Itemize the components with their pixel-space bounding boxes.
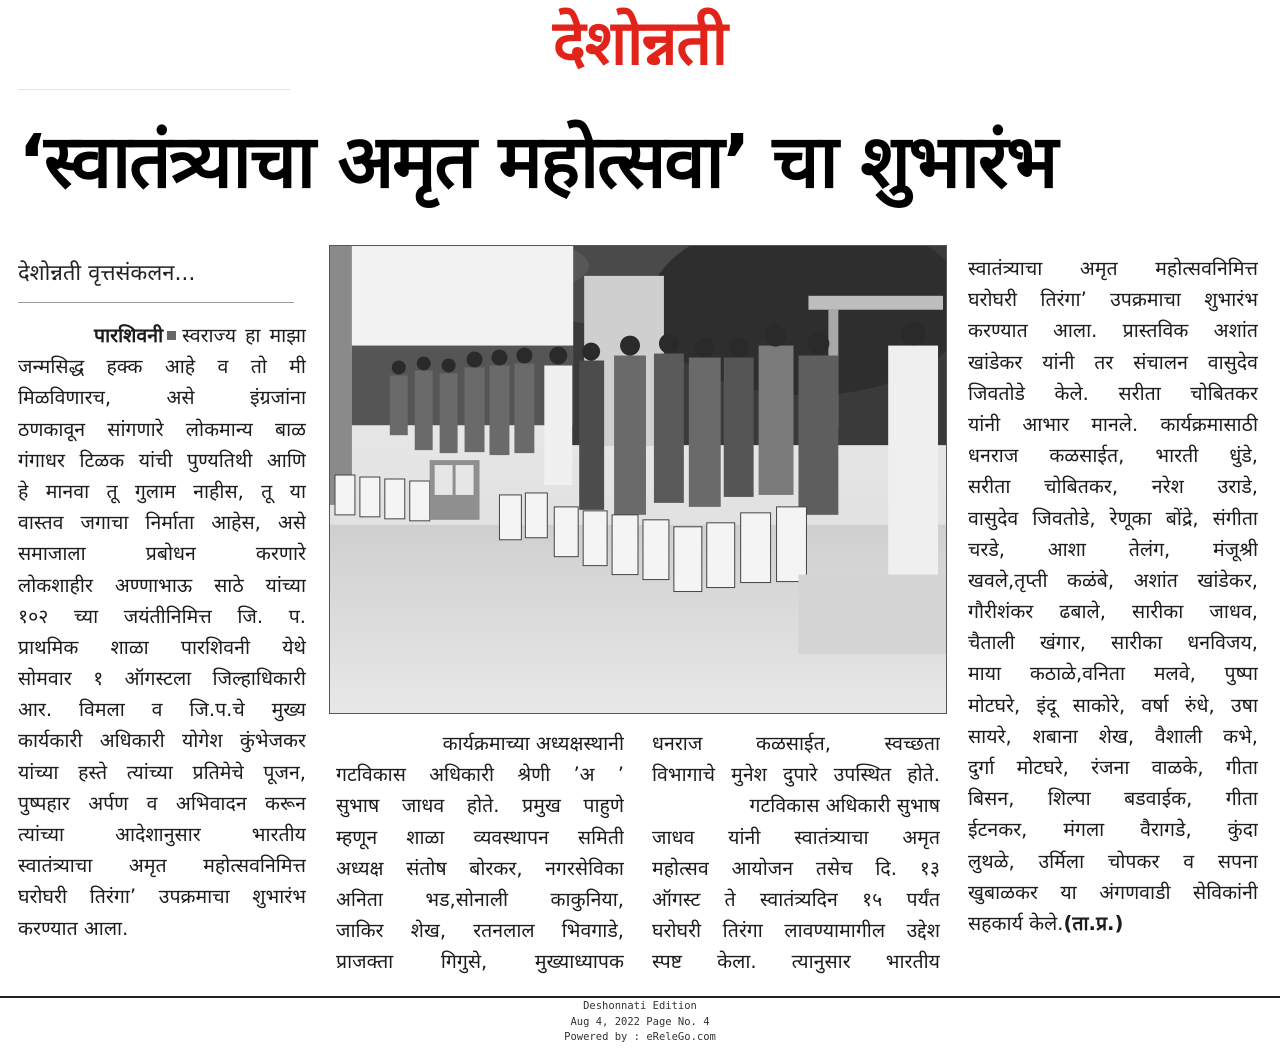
column-line: अध्यक्ष संतोष बोरकर, नगरसेविका [336,856,624,880]
column-line: घरोघरी तिरंगा’ उपक्रमाचा शुभारंभ [968,288,1258,312]
column-line: महोत्सव आयोजन तसेच दि. १३ [652,856,940,880]
column-line: गंगाधर टिळक यांची पुण्यतिथी आणि [18,448,306,472]
byline-divider [18,302,294,303]
column-line: वासुदेव जिवतोडे, रेणूका बोंद्रे, संगीता [968,506,1258,530]
footer [0,998,1280,1048]
column-line: पारशिवनी स्वराज्य हा माझा [94,324,306,347]
column-line: ऑगस्ट ते स्वातंत्र्यदिन १५ पर्यंत [652,887,940,911]
column-line: गटविकास अधिकारी श्रेणी ’अ ’ [336,763,624,787]
column-line: धनराज कळसाईत, स्वच्छता [652,732,940,755]
column-line: विभागाचे मुनेश दुपारे उपस्थित होते. [652,763,940,787]
column-line: हे मानवा तू गुलाम नाहीस, तू या [18,479,306,503]
column-line: यांच्या हस्ते त्यांच्या प्रतिमेचे पूजन, [18,760,306,784]
column-line: त्यांच्या आदेशानुसार भारतीय [18,823,306,846]
column-line: मिळविणारच, असे इंग्रजांना [18,386,306,410]
column-line: बिसन, शिल्पा बडवाईक, गीता [968,787,1258,811]
column-line: घरोघरी तिरंगा लावण्यामागील उद्देश [652,919,940,943]
column-line: प्राजक्ता गिगुसे, मुख्याध्यापक [336,950,624,974]
article-headline: ‘स्वातंत्र्याचा अमृत महोत्सवा’ चा शुभारंभ [18,119,1057,205]
column-line: सुभाष जाधव होते. प्रमुख पाहुणे [336,794,624,818]
column-line: सरीता चोबितकर, नरेश उराडे, [968,475,1258,499]
square-bullet-icon [167,331,176,340]
column-line: दुर्गा मोटघरे, रंजना वाळके, गीता [968,756,1258,779]
column-line: प्राथमिक शाळा पारशिवनी येथे [18,635,306,659]
column-line: खवले,तृप्ती कळंबे, अशांत खांडेकर, [968,568,1258,592]
column-line: आर. विमला व जि.प.चे मुख्य [18,698,306,722]
column-line: सहकार्य केले.(ता.प्र.) [968,911,1124,935]
column-line: स्वातंत्र्याचा अमृत महोत्सवनिमित्त [968,257,1258,280]
footer-date-page: Aug 4, 2022 Page No. 4 [570,1015,710,1028]
article-column-4 [968,253,1258,939]
column-line: ईटनकर, मंगला वैरागडे, कुंदा [968,818,1258,842]
column-line: वास्तव जगाचा निर्माता आहेस, असे [18,511,306,535]
column-line: गटविकास अधिकारी सुभाष [749,794,940,818]
column-line: १०२ च्या जयंतीनिमित्त जि. प. [18,604,306,628]
column-line: सोमवार १ ऑगस्टला जिल्हाधिकारी [18,667,306,691]
column-line: जन्मसिद्ध हक्क आहे व तो मी [18,355,306,379]
column-line: जिवतोडे केले. सरीता चोबितकर [968,381,1258,405]
article-column-3 [652,728,940,978]
column-line: स्वातंत्र्याचा अमृत महोत्सवनिमित्त [18,854,306,878]
footer-edition: Deshonnati Edition [583,1000,697,1012]
column-line: माया कठाळे,वनिता मलवे, पुष्पा [968,662,1258,686]
column-line: सायरे, शबाना शेख, वैशाली कभे, [968,724,1258,748]
column-line: चैताली खंगार, सारीका धनविजय, [968,631,1258,655]
top-rule-divider [18,89,290,90]
column-line: म्हणून शाळा व्यवस्थापन समिती [336,825,624,849]
column-line: खुबाळकर या अंगणवाडी सेविकांनी [968,880,1258,904]
column-line: समाजाला प्रबोधन करणारे [18,542,306,566]
column-line: जाकिर शेख, रतनलाल भिवगाडे, [336,919,624,943]
column-line: करण्यात आला. [18,916,129,940]
column-line: चरडे, आशा तेलंग, मंजूश्री [968,537,1258,561]
column-line: धनराज कळसाईत, भारती धुंडे, [968,444,1258,468]
footer-powered-by: Powered by : eReleGo.com [564,1031,716,1043]
masthead [0,4,1280,84]
column-line: मोटघरे, इंदू साकोरे, वर्षा रुंधे, उषा [968,693,1258,717]
column-line: यांनी आभार मानले. कार्यक्रमासाठी [968,412,1258,436]
column-line: लोकशाहीर अण्णाभाऊ साठे यांच्या [18,573,306,597]
column-line: जाधव यांनी स्वातंत्र्याचा अमृत [652,825,940,849]
group-photo-image [330,246,946,713]
column-line: करण्यात आला. प्रास्तविक अशांत [968,319,1258,343]
article-column-1 [18,320,306,944]
column-line: ठणकावून सांगणारे लोकमान्य बाळ [18,417,306,441]
article-column-2 [336,728,624,978]
byline: देशोन्नती वृत्तसंकलन... [18,261,196,286]
article-photo [329,245,947,714]
signoff: (ता.प्र.) [1063,911,1124,935]
dateline: पारशिवनी [94,324,164,347]
column-line: कार्यक्रमाच्या अध्यक्षस्थानी [442,732,624,755]
column-line: घरोघरी तिरंगा’ उपक्रमाचा शुभारंभ [18,885,306,909]
column-line: स्पष्ट केला. त्यानुसार भारतीय [652,950,940,974]
newspaper-logo: देशोन्नती [553,6,727,79]
column-line: कार्यकारी अधिकारी योगेश कुंभेजकर [18,729,306,753]
column-line: लुथळे, उर्मिला चोपकर व सपना [968,849,1258,873]
column-line: अनिता भड,सोनाली काकुनिया, [336,887,624,911]
column-line: गौरीशंकर ढबाले, सारीका जाधव, [968,600,1258,624]
column-line: पुष्पहार अर्पण व अभिवादन करून [18,791,306,815]
column-line: खांडेकर यांनी तर संचालन वासुदेव [968,350,1258,374]
